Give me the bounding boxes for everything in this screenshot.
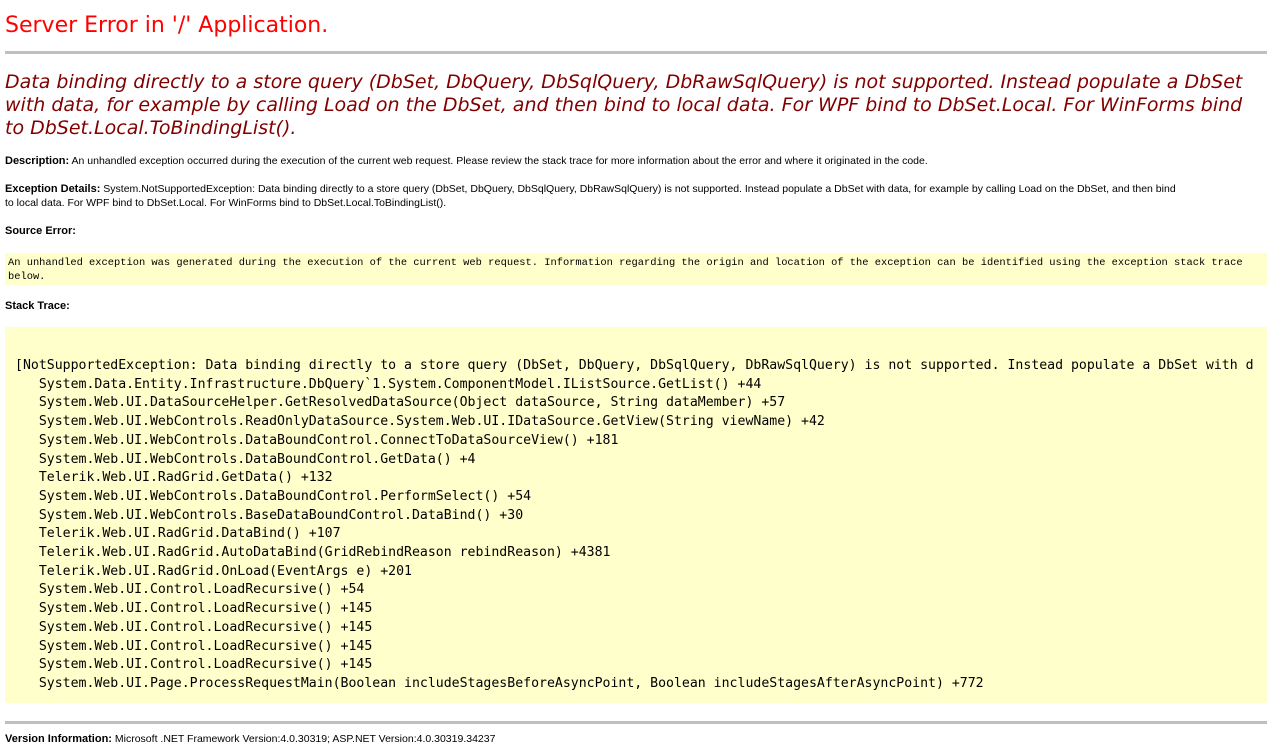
stack-trace-label: Stack Trace:: [5, 300, 70, 312]
stack-trace-box: [5, 327, 1267, 703]
stack-trace-line: System.Web.UI.WebControls.BaseDataBoundControl.DataBind() +30: [15, 507, 524, 523]
version-label: Version Information:: [5, 733, 112, 745]
version-info: [5, 733, 495, 745]
exception-details-row: [5, 183, 1267, 196]
exception-details-label: Exception Details:: [5, 183, 101, 195]
stack-trace-line: System.Web.UI.WebControls.ReadOnlyDataSource.System.Web.UI.IDataSource.GetView(String viewName) +42: [15, 414, 825, 430]
stack-trace-line: System.Web.UI.DataSourceHelper.GetResolvedDataSource(Object dataSource, String dataMember) +57: [15, 395, 786, 411]
exception-details-text-2: to local data. For WPF bind to DbSet.Local. For WinForms bind to DbSet.Local.ToBindingList().: [5, 197, 447, 209]
stack-trace-line: Telerik.Web.UI.RadGrid.DataBind() +107: [15, 526, 341, 542]
stack-trace-line: System.Web.UI.WebControls.DataBoundControl.GetData() +4: [15, 451, 476, 467]
stack-trace-line: System.Web.UI.Page.ProcessRequestMain(Boolean includeStagesBeforeAsyncPoint, Boolean includeStagesAfterAsyncPoint) +772: [15, 675, 984, 691]
stack-trace-line: System.Web.UI.Control.LoadRecursive() +145: [15, 638, 373, 654]
stack-trace-line: System.Web.UI.Control.LoadRecursive() +145: [15, 657, 373, 673]
description-text: An unhandled exception occurred during the execution of the current web request. Please review the stack trace for more information about the error and where it originated in the code.: [71, 155, 928, 167]
stack-trace-line: Telerik.Web.UI.RadGrid.AutoDataBind(GridRebindReason rebindReason) +4381: [15, 545, 611, 560]
exception-details-row-2: [5, 197, 1267, 210]
exception-details-text: System.NotSupportedException: Data binding directly to a store query (DbSet, DbQuery, DbSqlQuery, DbRawSqlQuery) is not supported. Instead populate a DbSet with data, for example by calling Load on the DbSet, and then bind: [103, 183, 1176, 195]
stack-trace-line: System.Web.UI.Control.LoadRecursive() +145: [15, 619, 373, 635]
source-error-box: [5, 253, 1267, 285]
stack-trace-line: System.Web.UI.WebControls.DataBoundControl.PerformSelect() +54: [15, 488, 532, 504]
version-text: Microsoft .NET Framework Version:4.0.30319; ASP.NET Version:4.0.30319.34237: [114, 733, 496, 745]
source-error-text: An unhandled exception was generated during the execution of the current web request. Information regarding the origin and location of the exception can be identified using the exception stack trace below.: [8, 257, 1249, 283]
stack-trace-line: Telerik.Web.UI.RadGrid.OnLoad(EventArgs e) +201: [15, 563, 412, 579]
stack-trace-line: System.Data.Entity.Infrastructure.DbQuery`1.System.ComponentModel.IListSource.GetList() +44: [15, 376, 762, 392]
title-divider: [5, 51, 1267, 54]
description-row: [5, 155, 1267, 168]
stack-trace-line: Telerik.Web.UI.RadGrid.GetData() +132: [15, 470, 333, 486]
stack-trace-line: System.Web.UI.WebControls.DataBoundControl.ConnectToDataSourceView() +181: [15, 432, 619, 448]
description-label: Description:: [5, 155, 70, 167]
page-title: Server Error in '/' Application.: [5, 13, 329, 38]
stack-trace-line: System.Web.UI.Control.LoadRecursive() +145: [15, 601, 373, 617]
stack-trace-line: [NotSupportedException: Data binding directly to a store query (DbSet, DbQuery, DbSqlQuery, DbRawSqlQuery) is not supported. Instead populate a DbSet with d: [15, 358, 1254, 373]
error-message: Data binding directly to a store query (DbSet, DbQuery, DbSqlQuery, DbRawSqlQuery) is not supported. Instead populate a DbSet with data, for example by calling Load on the DbSet, and then bind to local data. For WPF bind to DbSet.Local. For WinForms bind to DbSet.Local.ToBindingList().: [5, 71, 1243, 139]
source-error-label: Source Error:: [5, 225, 76, 237]
stack-trace-line: System.Web.UI.Control.LoadRecursive() +54: [15, 582, 365, 598]
version-divider: [5, 721, 1267, 724]
